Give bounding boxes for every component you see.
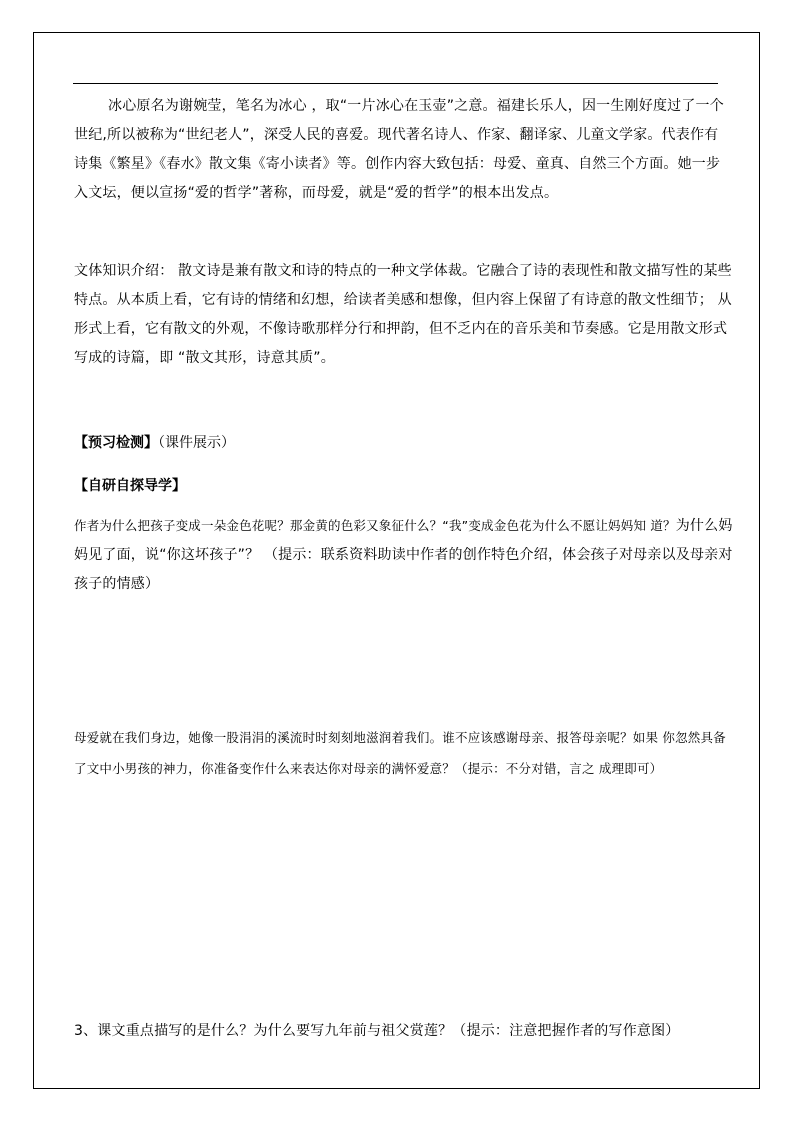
preview-heading: 【预习检测】: [74, 435, 158, 451]
question-1-line1: 作者为什么把孩子变成一朵金色花呢？那金黄的色彩又象征什么？“我”变成金色花为什么不愿让妈妈知 道？: [74, 518, 676, 533]
preview-note: （课件展示）: [158, 435, 235, 451]
preview-section: [74, 433, 235, 453]
header-rule: [73, 83, 718, 84]
question-3: 3、课文重点描写的是什么？为什么要写九年前与祖父赏莲？（提示：注意把握作者的写作意图）: [74, 1023, 680, 1039]
question-1-rest: 为什么妈妈见了面，说“你这坏孩子”？ （提示：联系资料助读中作者的创作特色介绍，体会孩子对母亲以及母亲对孩子的情感）: [74, 518, 733, 592]
genre-intro-paragraph: [74, 257, 734, 373]
genre-intro-line1: 文体知识介绍： 散文诗是兼有散文和诗的特点的一种文学体裁。它融合了诗的表现性和散文描写性的某些特点。从本质上看，它有诗的情绪和幻想，给读者美感和想像，但内容上保留了有诗意的散文性细节； 从: [74, 263, 732, 308]
question-2: 母爱就在我们身边，她像一股涓涓的溪流时时刻刻地滋润着我们。谁不应该感谢母亲、报答母亲呢？如果 你忽然具备了文中小男孩的神力，你准备变作什么来表达你对母亲的满怀爱意？（提示：不分对错，言之 成理即可）: [74, 730, 726, 776]
genre-intro-line2: 形式上看，它有散文的外观，不像诗歌那样分行和押韵，但不乏内在的音乐美和节奏感。它是用散文形式写成的诗篇，即 “散文其形，诗意其质”。: [74, 321, 728, 366]
author-bio-paragraph: 冰心原名为谢婉莹，笔名为冰心 ，取“一片冰心在玉壶”之意。福建长乐人，因一生刚好度过了一个世纪,所以被称为“世纪老人”，深受人民的喜爱。现代著名诗人、作家、翻译家、儿童文学家。代表作有 诗集《繁星》《春水》散文集《寄小读者》等。创作内容大致包括：母爱、童真、自然三个方面。她一步入文坛，便以宣扬“爱的哲学”著称，而母爱，就是“爱的哲学”的根本出发点。: [74, 98, 724, 201]
study-heading: 【自研自探导学】: [74, 478, 186, 494]
question-1: [74, 511, 734, 599]
